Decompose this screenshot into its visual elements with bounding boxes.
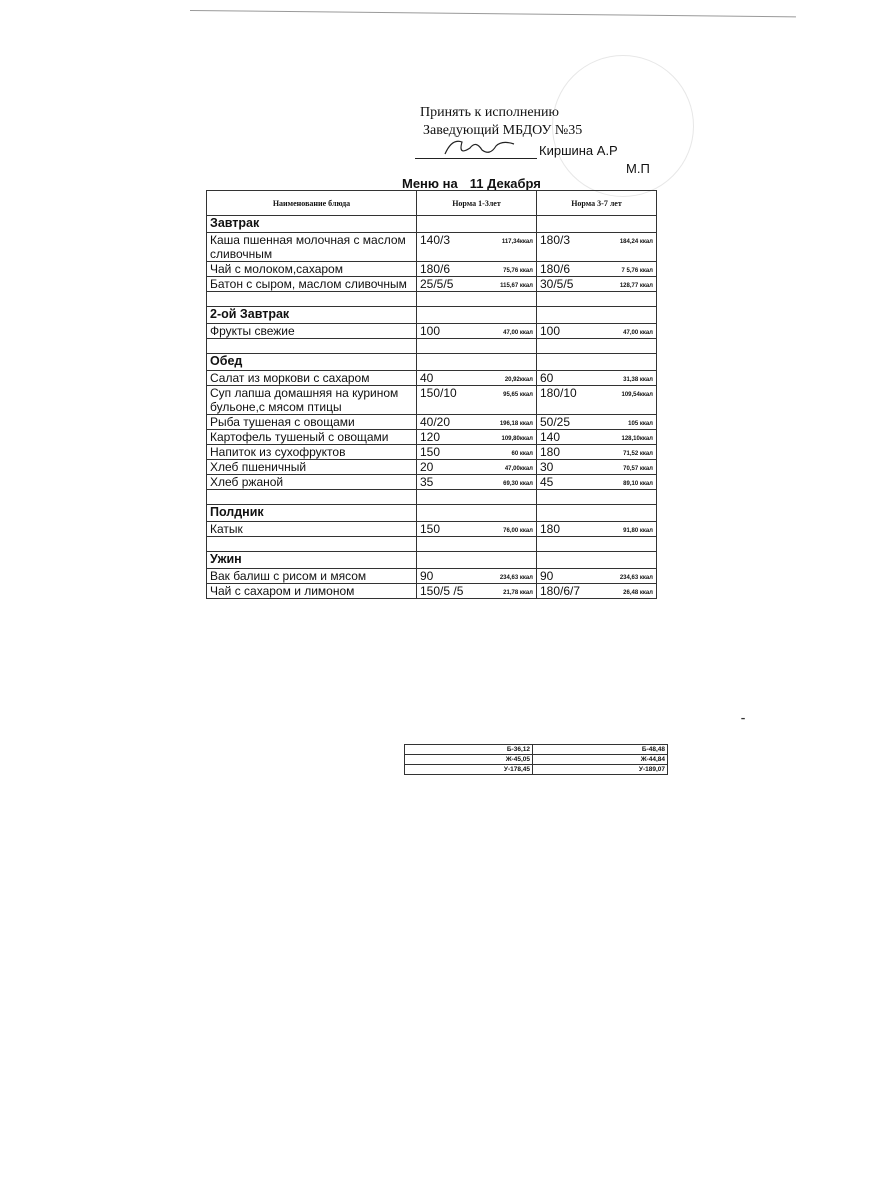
- kcal-value: 91,80 ккал: [623, 528, 653, 534]
- norm-3-7-cell: [537, 324, 657, 339]
- kcal-value: 31,38 ккал: [623, 377, 653, 383]
- table-row: [207, 386, 657, 415]
- total-fat-3-7: Ж-44,84: [533, 755, 668, 765]
- portion-value: 180/3: [540, 233, 571, 247]
- kcal-value: 89,10 ккал: [623, 481, 653, 487]
- dish-name: Картофель тушеный с овощами: [207, 430, 417, 445]
- portion-value: 35: [420, 475, 434, 489]
- approval-line-2: Заведующий МБДОУ №35: [423, 123, 583, 138]
- norm-3-7-cell: [537, 415, 657, 430]
- portion-value: 180: [540, 445, 561, 459]
- dish-name: Хлеб ржаной: [207, 475, 417, 490]
- norm-3-7-cell: [537, 371, 657, 386]
- norm-1-3-cell: [417, 371, 537, 386]
- menu-date: 11 Декабря: [469, 176, 541, 191]
- menu-title-prefix: Меню на: [402, 176, 458, 191]
- kcal-value: 109,80ккал: [501, 436, 533, 442]
- totals-row-fat: [405, 755, 668, 765]
- norm-1-3-cell: [417, 569, 537, 584]
- section-title: Полдник: [207, 505, 417, 522]
- dish-name: Напиток из сухофруктов: [207, 445, 417, 460]
- norm-3-7-cell: [537, 584, 657, 599]
- portion-value: 140: [540, 430, 561, 444]
- table-header-row: [207, 191, 657, 216]
- dish-name: Салат из моркови с сахаром: [207, 371, 417, 386]
- total-fat-1-3: Ж-45,05: [405, 755, 533, 765]
- total-carbs-3-7: У-189,07: [533, 765, 668, 775]
- kcal-value: 76,00 ккал: [503, 528, 533, 534]
- norm-1-3-cell: [417, 445, 537, 460]
- portion-value: 40: [420, 371, 434, 385]
- section-row: [207, 354, 657, 371]
- dish-name: Чай с сахаром и лимоном: [207, 584, 417, 599]
- kcal-value: 109,54ккал: [621, 392, 653, 398]
- kcal-value: 234,63 ккал: [619, 575, 653, 581]
- portion-value: 180/6/7: [540, 584, 581, 598]
- kcal-value: 21,78 ккал: [503, 590, 533, 596]
- table-row: [207, 415, 657, 430]
- dish-name: Каша пшенная молочная с маслом сливочным: [207, 233, 417, 262]
- portion-value: 90: [540, 569, 554, 583]
- kcal-value: 105 ккал: [628, 421, 653, 427]
- kcal-value: 47,00ккал: [504, 466, 533, 472]
- section-title: 2-ой Завтрак: [207, 307, 417, 324]
- norm-3-7-cell: [537, 460, 657, 475]
- norm-1-3-cell: [417, 415, 537, 430]
- header-dish: Наименование блюда: [207, 191, 417, 216]
- norm-1-3-cell: [417, 386, 537, 415]
- portion-value: 30: [540, 460, 554, 474]
- portion-value: 100: [420, 324, 441, 338]
- menu-title: [402, 176, 541, 191]
- portion-value: 20: [420, 460, 434, 474]
- table-row: [207, 277, 657, 292]
- kcal-value: 75,76 ккал: [503, 268, 533, 274]
- norm-1-3-cell: [417, 584, 537, 599]
- totals-row-carbs: [405, 765, 668, 775]
- section-title: Обед: [207, 354, 417, 371]
- norm-1-3-cell: [417, 522, 537, 537]
- header-norm-1-3: Норма 1-3лет: [417, 191, 537, 216]
- kcal-value: 95,65 ккал: [503, 392, 533, 398]
- blank-row: [207, 537, 657, 552]
- kcal-value: 117,34ккал: [501, 239, 533, 245]
- dish-name: Рыба тушеная с овощами: [207, 415, 417, 430]
- portion-value: 40/20: [420, 415, 451, 429]
- dish-name: Вак балиш с рисом и мясом: [207, 569, 417, 584]
- portion-value: 30/5/5: [540, 277, 574, 291]
- portion-value: 25/5/5: [420, 277, 454, 291]
- norm-3-7-cell: [537, 233, 657, 262]
- kcal-value: 70,57 ккал: [623, 466, 653, 472]
- kcal-value: 47,00 ккал: [623, 330, 653, 336]
- section-title: Завтрак: [207, 216, 417, 233]
- table-row: [207, 475, 657, 490]
- norm-3-7-cell: [537, 475, 657, 490]
- kcal-value: 69,30 ккал: [503, 481, 533, 487]
- norm-3-7-cell: [537, 262, 657, 277]
- norm-1-3-cell: [417, 430, 537, 445]
- portion-value: 150/5 /5: [420, 584, 464, 598]
- norm-3-7-cell: [537, 569, 657, 584]
- kcal-value: 115,67 ккал: [500, 283, 533, 289]
- header-norm-3-7: Норма 3-7 лет: [537, 191, 657, 216]
- dish-name: Хлеб пшеничный: [207, 460, 417, 475]
- portion-value: 120: [420, 430, 441, 444]
- blank-row: [207, 339, 657, 354]
- portion-value: 100: [540, 324, 561, 338]
- portion-value: 60: [540, 371, 554, 385]
- kcal-value: 7 5,76 ккал: [621, 268, 653, 274]
- kcal-value: 234,63 ккал: [499, 575, 533, 581]
- signature-line: [415, 158, 537, 159]
- dish-name: Суп лапша домашняя на курином бульоне,с мясом птицы: [207, 386, 417, 415]
- dish-name: Катык: [207, 522, 417, 537]
- blank-row: [207, 490, 657, 505]
- totals-table: [404, 744, 668, 775]
- portion-value: 180: [540, 522, 561, 536]
- portion-value: 150: [420, 445, 441, 459]
- portion-value: 90: [420, 569, 434, 583]
- seal-label: М.П: [626, 161, 650, 176]
- dish-name: Батон с сыром, маслом сливочным: [207, 277, 417, 292]
- norm-1-3-cell: [417, 475, 537, 490]
- norm-1-3-cell: [417, 277, 537, 292]
- kcal-value: 47,00 ккал: [503, 330, 533, 336]
- table-row: [207, 522, 657, 537]
- scan-edge-line: [190, 10, 796, 17]
- portion-value: 150/10: [420, 386, 457, 400]
- section-title: Ужин: [207, 552, 417, 569]
- dish-name: Фрукты свежие: [207, 324, 417, 339]
- table-row: [207, 460, 657, 475]
- kcal-value: 196,18 ккал: [499, 421, 533, 427]
- section-row: [207, 216, 657, 233]
- portion-value: 180/6: [420, 262, 451, 276]
- kcal-value: 26,48 ккал: [623, 590, 653, 596]
- norm-3-7-cell: [537, 277, 657, 292]
- approval-line-1: Принять к исполнению: [420, 105, 559, 120]
- kcal-value: 71,52 ккал: [623, 451, 653, 457]
- table-row: [207, 233, 657, 262]
- portion-value: 150: [420, 522, 441, 536]
- table-row: [207, 445, 657, 460]
- norm-1-3-cell: [417, 233, 537, 262]
- norm-1-3-cell: [417, 324, 537, 339]
- kcal-value: 128,77 ккал: [619, 283, 653, 289]
- total-protein-1-3: Б-36,12: [405, 745, 533, 755]
- norm-1-3-cell: [417, 262, 537, 277]
- total-protein-3-7: Б-48,48: [533, 745, 668, 755]
- portion-value: 180/6: [540, 262, 571, 276]
- signer-name: Киршина А.Р: [539, 143, 618, 158]
- table-row: [207, 569, 657, 584]
- kcal-value: 20,92ккал: [504, 377, 533, 383]
- kcal-value: 184,24 ккал: [619, 239, 653, 245]
- portion-value: 50/25: [540, 415, 571, 429]
- menu-table: [206, 190, 657, 599]
- norm-3-7-cell: [537, 386, 657, 415]
- totals-row-protein: [405, 745, 668, 755]
- section-row: [207, 505, 657, 522]
- table-row: [207, 584, 657, 599]
- kcal-value: 128,10ккал: [621, 436, 653, 442]
- section-row: [207, 552, 657, 569]
- total-carbs-1-3: У-178,45: [405, 765, 533, 775]
- norm-1-3-cell: [417, 460, 537, 475]
- dish-name: Чай с молоком,сахаром: [207, 262, 417, 277]
- portion-value: 180/10: [540, 386, 577, 400]
- margin-mark: ⁃: [740, 712, 746, 726]
- table-row: [207, 262, 657, 277]
- norm-3-7-cell: [537, 430, 657, 445]
- portion-value: 45: [540, 475, 554, 489]
- table-row: [207, 371, 657, 386]
- table-row: [207, 430, 657, 445]
- table-row: [207, 324, 657, 339]
- kcal-value: 60 ккал: [511, 451, 533, 457]
- norm-3-7-cell: [537, 445, 657, 460]
- portion-value: 140/3: [420, 233, 451, 247]
- blank-row: [207, 292, 657, 307]
- norm-3-7-cell: [537, 522, 657, 537]
- section-row: [207, 307, 657, 324]
